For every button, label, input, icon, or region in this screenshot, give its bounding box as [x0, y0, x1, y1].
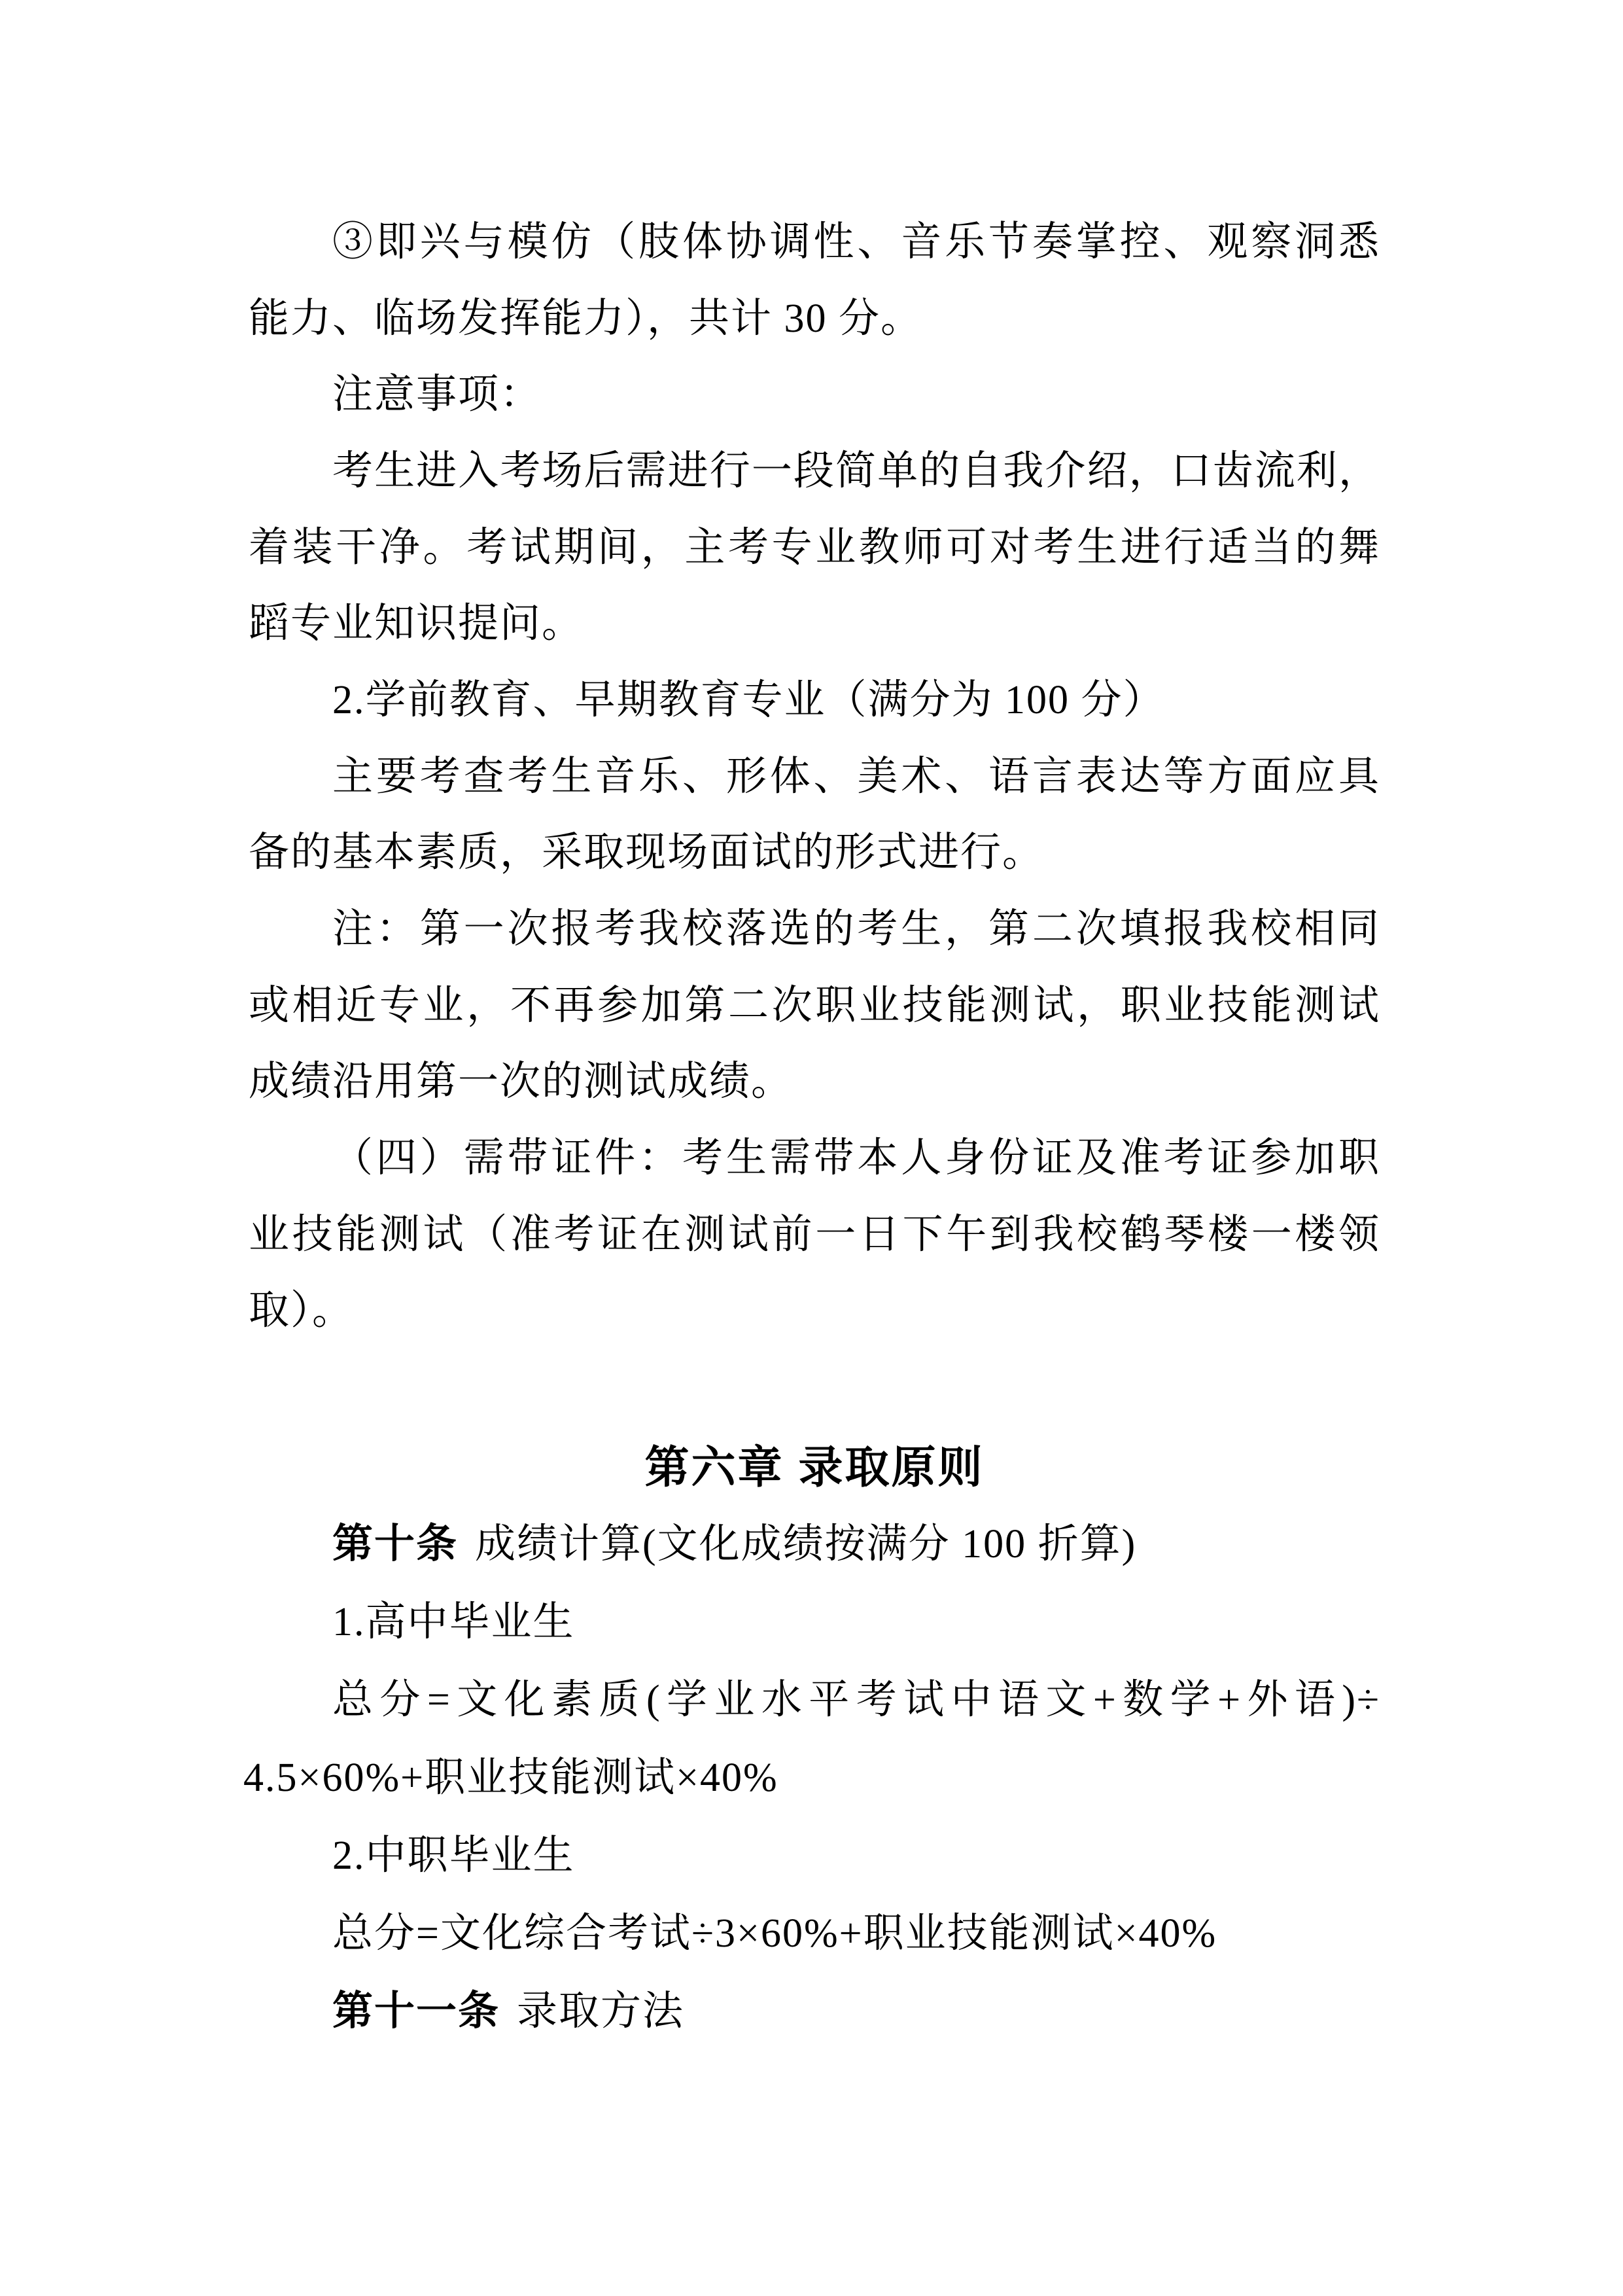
body-line: （四）需带证件：考生需带本人身份证及准考证参加职	[332, 1136, 1380, 1180]
body-line: 取）。	[249, 1288, 355, 1333]
formula-vocational: 总分=文化综合考试÷3×60%+职业技能测试×40%	[332, 1911, 1217, 1956]
body-line: 考生进入考场后需进行一段简单的自我介绍，口齿流利，	[332, 449, 1380, 493]
formula-high-school-line1: 总分=文化素质(学业水平考试中语文+数学+外语)÷	[332, 1678, 1380, 1722]
item-vocational-graduate: 2.中职毕业生	[332, 1833, 575, 1878]
body-line: 2.学前教育、早期教育专业（满分为 100 分）	[332, 678, 1165, 722]
article-10-title: 成绩计算(文化成绩按满分 100 折算)	[475, 1522, 1137, 1566]
body-line: 业技能测试（准考证在测试前一日下午到我校鹤琴楼一楼领	[249, 1212, 1380, 1257]
body-line: 或相近专业，不再参加第二次职业技能测试，职业技能测试	[249, 983, 1380, 1028]
body-line: 注：第一次报考我校落选的考生，第二次填报我校相同	[332, 907, 1380, 951]
article-11-label: 第十一条	[332, 1988, 500, 2034]
body-line: 主要考查考生音乐、形体、美术、语言表达等方面应具	[332, 754, 1380, 799]
body-line: 蹈专业知识提问。	[249, 601, 584, 646]
chapter-heading: 第六章 录取原则	[644, 1443, 985, 1492]
body-line: 注意事项：	[332, 372, 542, 417]
formula-high-school-line2: 4.5×60%+职业技能测试×40%	[243, 1756, 778, 1800]
body-line: 能力、临场发挥能力），共计 30 分。	[249, 296, 923, 341]
body-line: 成绩沿用第一次的测试成绩。	[249, 1059, 794, 1104]
body-line: 着装干净。考试期间，主考专业教师可对考生进行适当的舞	[249, 525, 1380, 570]
article-11-title: 录取方法	[517, 1989, 685, 2034]
item-high-school-graduate: 1.高中毕业生	[332, 1600, 575, 1644]
article-10-line	[249, 1523, 1380, 1566]
article-10-label: 第十条	[332, 1521, 459, 1566]
article-11-line	[249, 1990, 1380, 2033]
body-line: 备的基本素质，采取现场面试的形式进行。	[249, 830, 1045, 875]
body-line: ③即兴与模仿（肢体协调性、音乐节奏掌控、观察洞悉	[332, 220, 1380, 264]
